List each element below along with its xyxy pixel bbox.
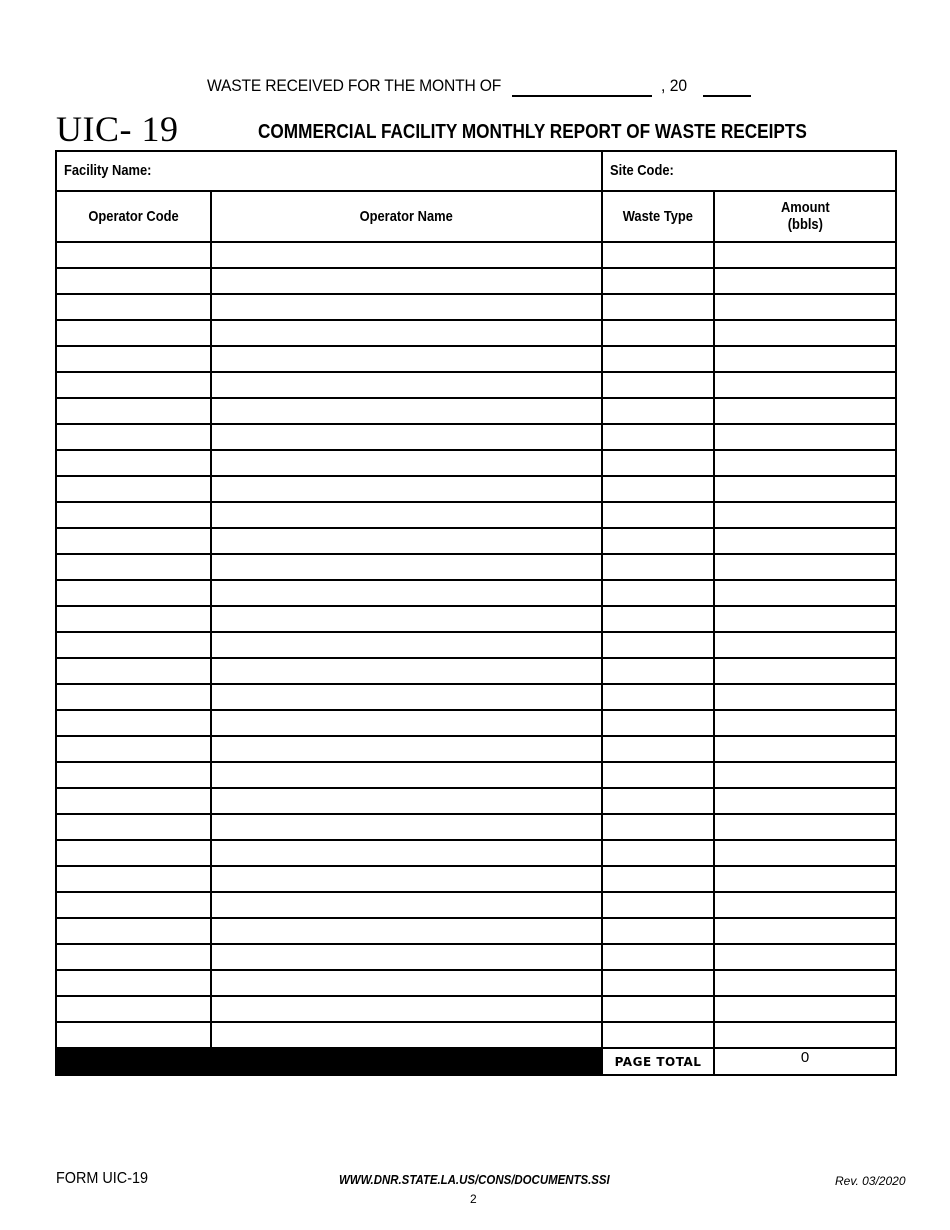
operator-name-cell[interactable] xyxy=(211,632,602,658)
table-row xyxy=(56,242,896,268)
operator-code-cell[interactable] xyxy=(56,450,211,476)
waste-type-cell[interactable] xyxy=(602,866,714,892)
facility-name-label: Facility Name: xyxy=(64,162,152,179)
waste-type-cell[interactable] xyxy=(602,944,714,970)
operator-name-cell[interactable] xyxy=(211,554,602,580)
table-row xyxy=(56,658,896,684)
amount-cell[interactable] xyxy=(714,684,896,710)
operator-name-cell[interactable] xyxy=(211,242,602,268)
amount-cell[interactable] xyxy=(714,450,896,476)
amount-cell[interactable] xyxy=(714,1022,896,1048)
table-row xyxy=(56,866,896,892)
waste-type-cell[interactable] xyxy=(602,658,714,684)
table-row xyxy=(56,684,896,710)
facility-row xyxy=(56,151,896,191)
amount-cell[interactable] xyxy=(714,320,896,346)
operator-name-cell[interactable] xyxy=(211,606,602,632)
operator-code-cell[interactable] xyxy=(56,840,211,866)
operator-name-cell[interactable] xyxy=(211,398,602,424)
waste-type-cell[interactable] xyxy=(602,970,714,996)
waste-type-cell[interactable] xyxy=(602,710,714,736)
operator-name-cell[interactable] xyxy=(211,320,602,346)
form-id: UIC- 19 xyxy=(56,109,179,149)
column-header-row xyxy=(56,191,896,242)
table-row xyxy=(56,346,896,372)
operator-code-cell[interactable] xyxy=(56,476,211,502)
waste-type-cell[interactable] xyxy=(602,1022,714,1048)
waste-type-cell[interactable] xyxy=(602,502,714,528)
operator-code-cell[interactable] xyxy=(56,632,211,658)
amount-cell[interactable] xyxy=(714,294,896,320)
amount-unit: (bbls) xyxy=(787,216,823,233)
operator-code-cell[interactable] xyxy=(56,944,211,970)
amount-cell[interactable] xyxy=(714,970,896,996)
page-total-filler xyxy=(56,1048,602,1075)
waste-type-cell[interactable] xyxy=(602,346,714,372)
amount-cell[interactable] xyxy=(714,606,896,632)
amount-cell[interactable] xyxy=(714,372,896,398)
amount-cell[interactable] xyxy=(714,554,896,580)
waste-type-cell[interactable] xyxy=(602,320,714,346)
operator-code-cell[interactable] xyxy=(56,320,211,346)
amount-cell[interactable] xyxy=(714,814,896,840)
waste-type-cell[interactable] xyxy=(602,762,714,788)
amount-cell[interactable] xyxy=(714,268,896,294)
waste-type-cell[interactable] xyxy=(602,918,714,944)
amount-cell[interactable] xyxy=(714,658,896,684)
waste-type-cell[interactable] xyxy=(602,398,714,424)
amount-cell[interactable] xyxy=(714,424,896,450)
operator-code-cell[interactable] xyxy=(56,580,211,606)
amount-cell[interactable] xyxy=(714,762,896,788)
table-row xyxy=(56,970,896,996)
operator-name-cell[interactable] xyxy=(211,424,602,450)
amount-cell[interactable] xyxy=(714,710,896,736)
operator-name-cell[interactable] xyxy=(211,762,602,788)
waste-type-cell[interactable] xyxy=(602,242,714,268)
facility-name-field[interactable] xyxy=(56,151,602,191)
table-row xyxy=(56,424,896,450)
operator-name-cell[interactable] xyxy=(211,476,602,502)
table-row xyxy=(56,372,896,398)
operator-name-cell[interactable] xyxy=(211,294,602,320)
waste-type-cell[interactable] xyxy=(602,424,714,450)
page-total-label: PAGE TOTAL xyxy=(602,1048,714,1075)
operator-name-cell[interactable] xyxy=(211,658,602,684)
amount-cell[interactable] xyxy=(714,398,896,424)
year-prefix: , 20 xyxy=(661,76,688,95)
operator-code-cell[interactable] xyxy=(56,866,211,892)
table-row xyxy=(56,554,896,580)
operator-name-cell[interactable] xyxy=(211,450,602,476)
site-code-label: Site Code: xyxy=(610,162,674,179)
table-row xyxy=(56,268,896,294)
amount-cell[interactable] xyxy=(714,866,896,892)
table-row xyxy=(56,398,896,424)
table-row xyxy=(56,840,896,866)
table-row xyxy=(56,632,896,658)
waste-receipts-table xyxy=(55,150,897,1076)
operator-name-cell[interactable] xyxy=(211,788,602,814)
amount-cell[interactable] xyxy=(714,918,896,944)
operator-code-cell[interactable] xyxy=(56,346,211,372)
operator-code-cell[interactable] xyxy=(56,684,211,710)
operator-name-cell[interactable] xyxy=(211,866,602,892)
footer-revision: Rev. 03/2020 xyxy=(835,1174,906,1188)
operator-code-cell[interactable] xyxy=(56,1022,211,1048)
operator-name-cell[interactable] xyxy=(211,840,602,866)
table-row xyxy=(56,892,896,918)
table-row xyxy=(56,320,896,346)
table-row xyxy=(56,710,896,736)
table-row xyxy=(56,944,896,970)
waste-type-cell[interactable] xyxy=(602,476,714,502)
operator-code-cell[interactable] xyxy=(56,762,211,788)
waste-type-cell[interactable] xyxy=(602,580,714,606)
operator-name-cell[interactable] xyxy=(211,814,602,840)
operator-code-cell[interactable] xyxy=(56,502,211,528)
page-total-value: 0 xyxy=(714,1048,896,1075)
table-row xyxy=(56,502,896,528)
table-row xyxy=(56,1022,896,1048)
table-row xyxy=(56,294,896,320)
table-row xyxy=(56,918,896,944)
operator-name-cell[interactable] xyxy=(211,346,602,372)
waste-type-cell[interactable] xyxy=(602,294,714,320)
operator-code-cell[interactable] xyxy=(56,814,211,840)
operator-code-cell[interactable] xyxy=(56,918,211,944)
operator-code-cell[interactable] xyxy=(56,970,211,996)
operator-code-cell[interactable] xyxy=(56,294,211,320)
column-header-waste-type: Waste Type xyxy=(602,191,714,242)
page-total-row xyxy=(56,1048,896,1075)
column-header-operator-code: Operator Code xyxy=(56,191,211,242)
year-blank-line[interactable] xyxy=(703,95,751,97)
operator-name-cell[interactable] xyxy=(211,684,602,710)
waste-type-cell[interactable] xyxy=(602,554,714,580)
amount-cell[interactable] xyxy=(714,242,896,268)
table-row xyxy=(56,814,896,840)
operator-name-cell[interactable] xyxy=(211,528,602,554)
waste-type-cell[interactable] xyxy=(602,632,714,658)
waste-type-cell[interactable] xyxy=(602,814,714,840)
operator-code-cell[interactable] xyxy=(56,710,211,736)
operator-name-cell[interactable] xyxy=(211,970,602,996)
page-number: 2 xyxy=(470,1192,477,1206)
waste-type-cell[interactable] xyxy=(602,450,714,476)
footer-form-label: FORM UIC-19 xyxy=(56,1170,149,1187)
operator-name-cell[interactable] xyxy=(211,502,602,528)
table-row xyxy=(56,580,896,606)
table-row xyxy=(56,736,896,762)
operator-code-cell[interactable] xyxy=(56,268,211,294)
operator-code-cell[interactable] xyxy=(56,788,211,814)
operator-name-cell[interactable] xyxy=(211,944,602,970)
waste-type-cell[interactable] xyxy=(602,684,714,710)
operator-code-cell[interactable] xyxy=(56,554,211,580)
waste-type-cell[interactable] xyxy=(602,892,714,918)
operator-code-cell[interactable] xyxy=(56,528,211,554)
table-row xyxy=(56,762,896,788)
amount-cell[interactable] xyxy=(714,944,896,970)
operator-name-cell[interactable] xyxy=(211,996,602,1022)
site-code-field[interactable] xyxy=(602,151,896,191)
waste-type-cell[interactable] xyxy=(602,736,714,762)
table-row xyxy=(56,788,896,814)
operator-name-cell[interactable] xyxy=(211,710,602,736)
operator-code-cell[interactable] xyxy=(56,606,211,632)
operator-code-cell[interactable] xyxy=(56,892,211,918)
operator-code-cell[interactable] xyxy=(56,398,211,424)
amount-cell[interactable] xyxy=(714,840,896,866)
operator-name-cell[interactable] xyxy=(211,268,602,294)
waste-type-cell[interactable] xyxy=(602,996,714,1022)
operator-code-cell[interactable] xyxy=(56,658,211,684)
column-header-operator-name: Operator Name xyxy=(211,191,602,242)
column-header-amount: Amount (bbls) xyxy=(714,191,896,242)
table-row xyxy=(56,476,896,502)
waste-type-cell[interactable] xyxy=(602,840,714,866)
amount-cell[interactable] xyxy=(714,788,896,814)
table-row xyxy=(56,996,896,1022)
amount-cell[interactable] xyxy=(714,892,896,918)
operator-name-cell[interactable] xyxy=(211,580,602,606)
operator-name-cell[interactable] xyxy=(211,892,602,918)
form-title: COMMERCIAL FACILITY MONTHLY REPORT OF WASTE RECEIPTS xyxy=(258,121,807,143)
table-row xyxy=(56,450,896,476)
waste-type-cell[interactable] xyxy=(602,788,714,814)
month-blank-line[interactable] xyxy=(512,95,652,97)
operator-code-cell[interactable] xyxy=(56,372,211,398)
waste-type-cell[interactable] xyxy=(602,606,714,632)
table-row xyxy=(56,528,896,554)
amount-cell[interactable] xyxy=(714,476,896,502)
amount-cell[interactable] xyxy=(714,346,896,372)
table-row xyxy=(56,606,896,632)
operator-code-cell[interactable] xyxy=(56,736,211,762)
operator-code-cell[interactable] xyxy=(56,996,211,1022)
amount-cell[interactable] xyxy=(714,580,896,606)
amount-cell[interactable] xyxy=(714,502,896,528)
operator-name-cell[interactable] xyxy=(211,372,602,398)
operator-name-cell[interactable] xyxy=(211,918,602,944)
waste-type-cell[interactable] xyxy=(602,268,714,294)
operator-name-cell[interactable] xyxy=(211,736,602,762)
operator-code-cell[interactable] xyxy=(56,424,211,450)
operator-name-cell[interactable] xyxy=(211,1022,602,1048)
month-label: WASTE RECEIVED FOR THE MONTH OF xyxy=(207,76,502,95)
operator-code-cell[interactable] xyxy=(56,242,211,268)
waste-type-cell[interactable] xyxy=(602,528,714,554)
waste-type-cell[interactable] xyxy=(602,372,714,398)
amount-cell[interactable] xyxy=(714,632,896,658)
amount-cell[interactable] xyxy=(714,528,896,554)
amount-cell[interactable] xyxy=(714,736,896,762)
amount-cell[interactable] xyxy=(714,996,896,1022)
footer-url: WWW.DNR.STATE.LA.US/CONS/DOCUMENTS.SSI xyxy=(339,1172,610,1187)
